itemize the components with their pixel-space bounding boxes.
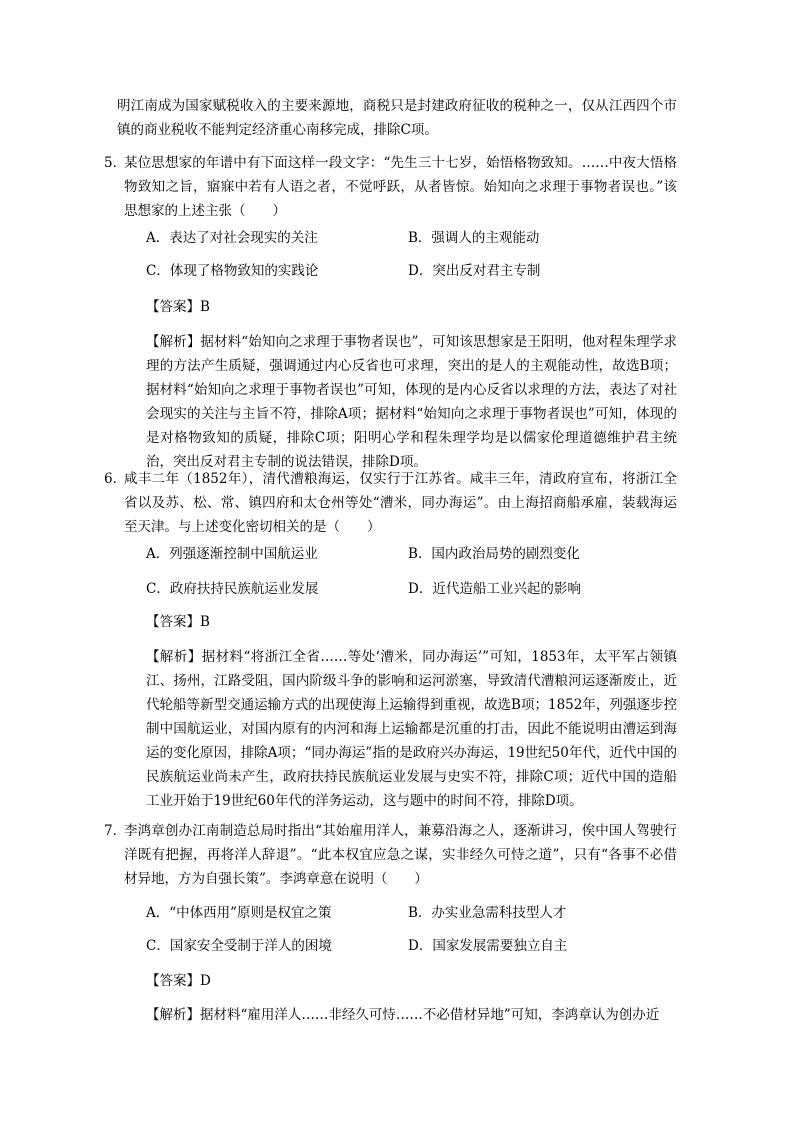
explanation: 【解析】据材料“将浙江全省……等处‘漕米，同办海运’”可知，1853年，太平军占领镇江、扬州，江路受阻，国内阶级斗争的影响和运河淤塞，导致清代漕粮河运逐渐废止，近代轮船等新型交通运输方式的出现使海上运输得到重视，故选B项；1852年，列强逐步控制中国航运业，对国内原有的内河和海上运输都是沉重的打击，因此不能说明由漕运到海运的变化原因，排除A项；“同办海运”指的是政府兴办海运，19世纪50年代，近代中国的民族航运业尚未产生，政府扶持民族航运业发展与史实不符，排除C项；近代中国的造船工业开始于19世纪60年代的洋务运动，这与题中的时间不符，排除D项。 [146, 649, 677, 809]
answer: 【答案】B [146, 614, 210, 630]
option-c: C．体现了格物致知的实践论 [146, 263, 319, 279]
question-number: 7． [104, 823, 127, 839]
option-d: D．突出反对君主专制 [408, 263, 541, 279]
option-a: A．表达了对社会现实的关注 [146, 230, 318, 246]
question-number: 5． [104, 155, 127, 171]
question-7 [104, 819, 677, 891]
option-a: A．列强逐渐控制中国航运业 [146, 546, 318, 562]
option-b: B．国内政治局势的剧烈变化 [408, 546, 580, 562]
question-5 [104, 151, 677, 223]
question-number: 6． [104, 471, 127, 487]
question-stem: 李鸿章创办江南制造总局时指出“其始雇用洋人，兼募沿海之人，逐渐讲习，俟中国人驾驶行洋既有把握，再将洋人辞退”。“此本权宜应急之谋，实非经久可恃之道”，只有“各事不必借材异地，方为自强长策”。李鸿章意在说明（ ） [124, 823, 677, 887]
explanation: 【解析】据材料“雇用洋人……非经久可恃……不必借材异地”可知，李鸿章认为创办近 [146, 1007, 660, 1023]
answer: 【答案】B [146, 299, 210, 315]
answer: 【答案】D [146, 973, 211, 989]
explanation: 【解析】据材料“始知向之求理于事物者误也”，可知该思想家是王阳明，他对程朱理学求理的方法产生质疑，强调通过内心反省也可求理，突出的是人的主观能动性，故选B项；据材料“始知向之求理于事物者误也”可知，体现的是内心反省以求理的方法，表达了对社会现实的关注与主旨不符，排除A项；据材料“始知向之求理于事物者误也”可知，体现的是对格物致知的质疑，排除C项；阳明心学和程朱理学均是以儒家伦理道德维护君主统治，突出反对君主专制的说法错误，排除D项。 [146, 334, 677, 470]
option-b: B．办实业急需科技型人才 [408, 905, 567, 921]
option-c: C．国家安全受制于洋人的困境 [146, 938, 332, 954]
option-b: B．强调人的主观能动 [408, 230, 540, 246]
option-a: A．“中体西用”原则是权宜之策 [146, 905, 332, 921]
question-6 [104, 467, 677, 539]
option-d: D．近代造船工业兴起的影响 [408, 581, 581, 597]
question-stem: 咸丰二年（1852年），清代漕粮海运，仅实行于江苏省。咸丰三年，清政府宣布，将浙江全省以及苏、松、常、镇四府和太仓州等处“漕米，同办海运”。由上海招商船承雇，装载海运至天津。与上述变化密切相关的是（ ） [124, 471, 677, 535]
option-d: D．国家发展需要独立自主 [408, 938, 568, 954]
option-c: C．政府扶持民族航运业发展 [146, 581, 319, 597]
question-stem: 某位思想家的年谱中有下面这样一段文字：“先生三十七岁，始悟格物致知。……中夜大悟格物致知之旨，寤寐中若有人语之者，不觉呼跃，从者皆惊。始知向之求理于事物者误也。”该思想家的上述主张（ ） [124, 155, 677, 219]
intro-paragraph: 明江南成为国家赋税收入的主要来源地，商税只是封建政府征收的税种之一，仅从江西四个市镇的商业税收不能判定经济重心南移完成，排除C项。 [117, 98, 677, 138]
